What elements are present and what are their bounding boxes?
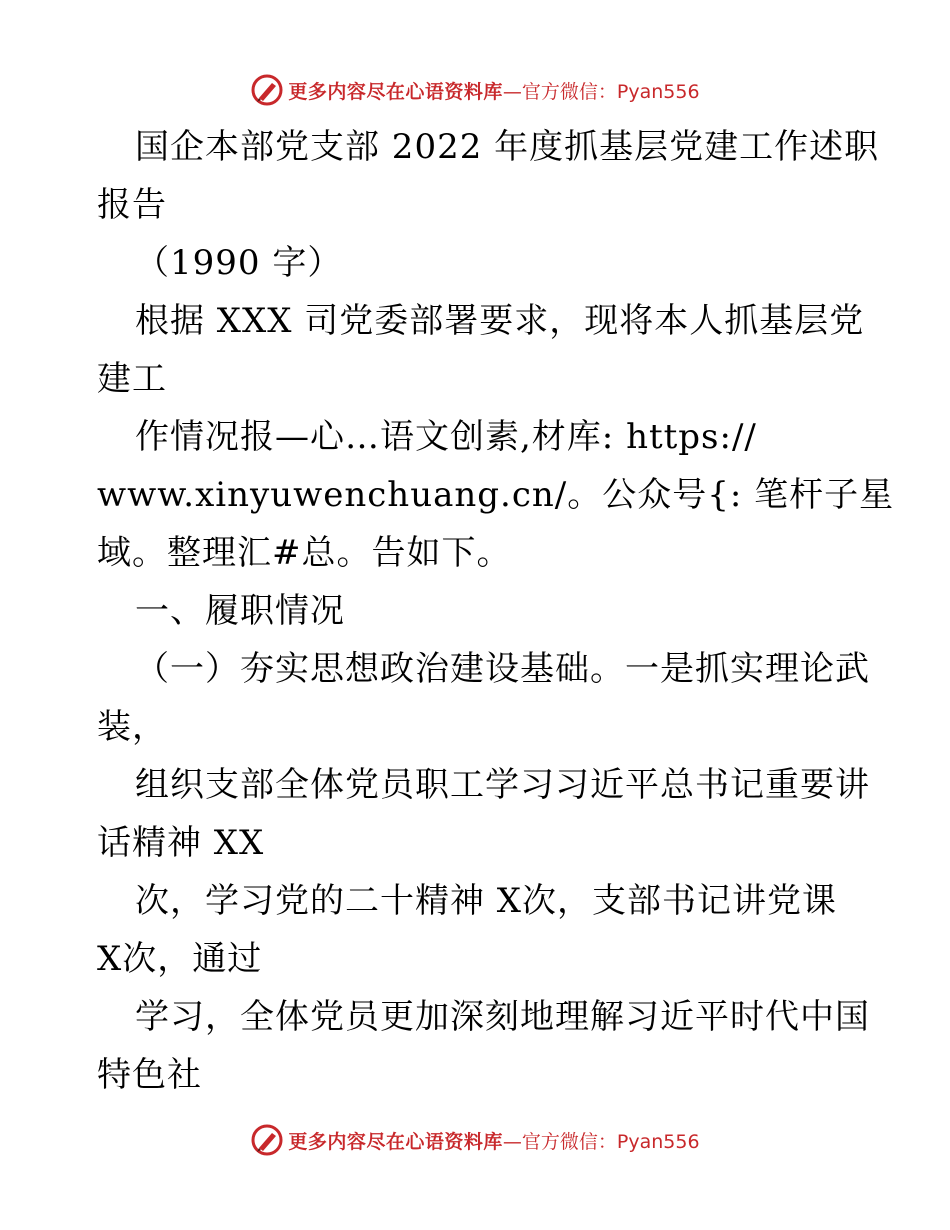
text-line: X次，通过 (97, 939, 263, 979)
text-line: 报告 (97, 185, 167, 225)
text-line: 建工 (97, 359, 167, 399)
text-line: 域。整理汇#总。告如下。 (97, 533, 512, 573)
pen-logo-icon (250, 1123, 284, 1157)
text-line: 作情况报—心…语文创素,材库: https:// (135, 417, 757, 457)
section-heading: 一、履职情况 (135, 591, 345, 631)
watermark-brand-text: 更多内容尽在心语资料库 (288, 1130, 503, 1153)
text-line: 国企本部党支部 2022 年度抓基层党建工作述职 (135, 127, 880, 167)
text-line: （一）夯实思想政治建设基础。一是抓实理论武 (135, 649, 870, 689)
text-line: 话精神 XX (97, 823, 265, 863)
header-watermark (0, 70, 950, 110)
text-line: 学习，全体党员更加深刻地理解习近平时代中国 (135, 997, 870, 1037)
text-line: 根据 XXX 司党委部署要求，现将本人抓基层党 (135, 301, 865, 341)
text-line: 装， (97, 707, 167, 747)
document-body (97, 118, 895, 1104)
text-line: 特色社 (97, 1055, 202, 1095)
pen-logo-icon (250, 73, 284, 107)
watermark-brand-text: 更多内容尽在心语资料库 (288, 80, 503, 103)
text-line: （1990 字） (135, 243, 343, 283)
text-line: 次，学习党的二十精神 X次，支部书记讲党课 (135, 881, 838, 921)
watermark-wechat-text: —官方微信：Pyan556 (502, 80, 700, 103)
text-line: www.xinyuwenchuang.cn/。公众号{: 笔杆子星 (97, 475, 895, 515)
watermark-wechat-text: —官方微信：Pyan556 (502, 1130, 700, 1153)
footer-watermark (0, 1120, 950, 1160)
text-line: 组织支部全体党员职工学习习近平总书记重要讲 (135, 765, 870, 805)
